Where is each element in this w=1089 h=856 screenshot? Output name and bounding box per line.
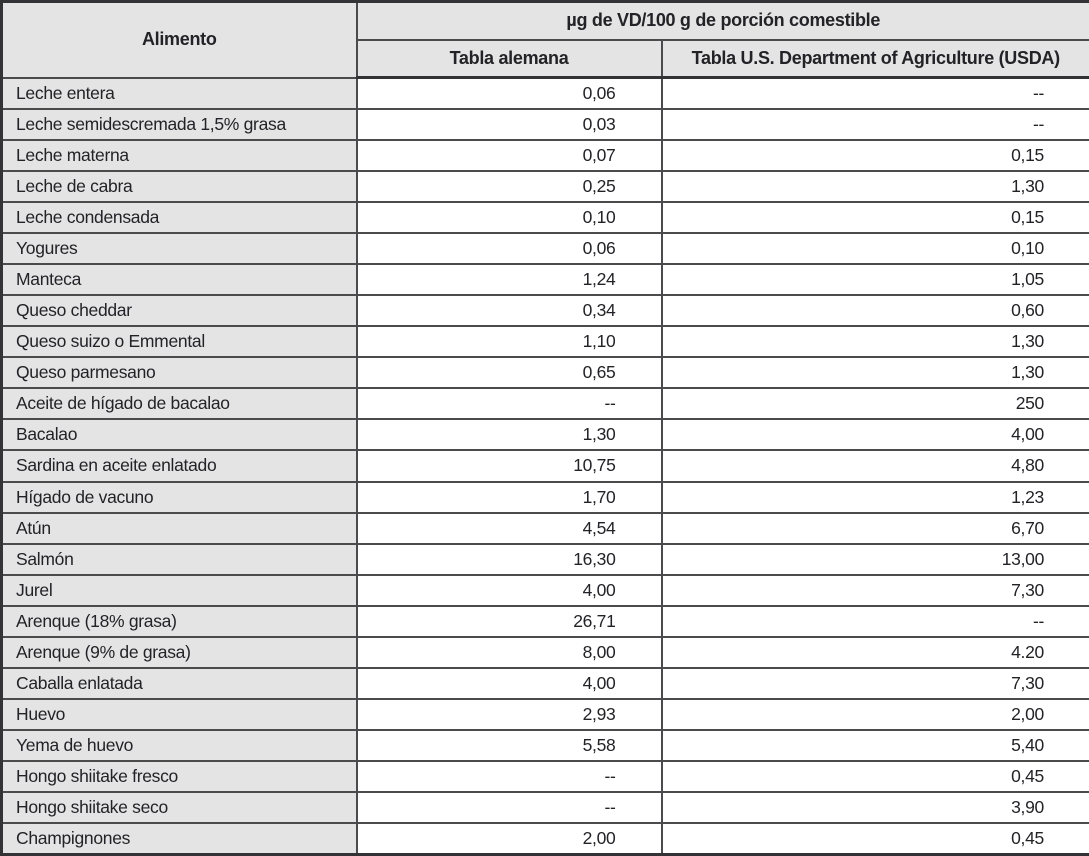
table-row [2, 450, 1089, 481]
usda-value-cell: 1,05 [662, 264, 1089, 295]
usda-value-cell: 0,60 [662, 295, 1089, 326]
usda-value-cell: 1,23 [662, 482, 1089, 513]
usda-value-cell: 2,00 [662, 699, 1089, 730]
german-value-cell: 0,10 [357, 202, 662, 233]
usda-value-cell: 6,70 [662, 513, 1089, 544]
table-row [2, 544, 1089, 575]
usda-value-cell: 0,15 [662, 202, 1089, 233]
german-value-cell: 16,30 [357, 544, 662, 575]
table-row [2, 575, 1089, 606]
usda-value-cell: 1,30 [662, 171, 1089, 202]
column-header-food: Alimento [2, 2, 357, 78]
food-name-cell: Caballa enlatada [2, 668, 357, 699]
german-value-cell: 0,34 [357, 295, 662, 326]
food-name-cell: Arenque (18% grasa) [2, 606, 357, 637]
german-value-cell: 0,25 [357, 171, 662, 202]
german-value-cell: 0,07 [357, 140, 662, 171]
table-row [2, 202, 1089, 233]
food-name-cell: Atún [2, 513, 357, 544]
food-name-cell: Yogures [2, 233, 357, 264]
table-row [2, 513, 1089, 544]
table-row [2, 264, 1089, 295]
food-name-cell: Queso cheddar [2, 295, 357, 326]
german-value-cell: -- [357, 792, 662, 823]
usda-value-cell: 0,15 [662, 140, 1089, 171]
usda-value-cell: 0,10 [662, 233, 1089, 264]
german-value-cell: 4,00 [357, 575, 662, 606]
german-value-cell: 1,24 [357, 264, 662, 295]
food-name-cell: Queso parmesano [2, 357, 357, 388]
table-row [2, 792, 1089, 823]
usda-value-cell: 3,90 [662, 792, 1089, 823]
table-body [2, 78, 1089, 855]
column-header-usda: Tabla U.S. Department of Agriculture (USDA) [662, 40, 1089, 78]
food-name-cell: Sardina en aceite enlatado [2, 450, 357, 481]
food-name-cell: Bacalao [2, 419, 357, 450]
german-value-cell: 4,00 [357, 668, 662, 699]
table-row [2, 326, 1089, 357]
usda-value-cell: 4,00 [662, 419, 1089, 450]
usda-value-cell: 0,45 [662, 823, 1089, 854]
food-name-cell: Leche semidescremada 1,5% grasa [2, 109, 357, 140]
german-value-cell: 5,58 [357, 730, 662, 761]
usda-value-cell: 7,30 [662, 575, 1089, 606]
table-row [2, 699, 1089, 730]
german-value-cell: -- [357, 761, 662, 792]
usda-value-cell: 0,45 [662, 761, 1089, 792]
food-name-cell: Yema de huevo [2, 730, 357, 761]
food-name-cell: Salmón [2, 544, 357, 575]
german-value-cell: 1,70 [357, 482, 662, 513]
table-row [2, 171, 1089, 202]
german-value-cell: 26,71 [357, 606, 662, 637]
table-row [2, 295, 1089, 326]
usda-value-cell: 7,30 [662, 668, 1089, 699]
german-value-cell: 0,65 [357, 357, 662, 388]
german-value-cell: 0,03 [357, 109, 662, 140]
food-name-cell: Manteca [2, 264, 357, 295]
food-name-cell: Huevo [2, 699, 357, 730]
table-row [2, 357, 1089, 388]
german-value-cell: 4,54 [357, 513, 662, 544]
usda-value-cell: -- [662, 109, 1089, 140]
food-name-cell: Arenque (9% de grasa) [2, 637, 357, 668]
usda-value-cell: 1,30 [662, 357, 1089, 388]
german-value-cell: 0,06 [357, 78, 662, 109]
table-row [2, 637, 1089, 668]
table-row [2, 823, 1089, 854]
column-header-german: Tabla alemana [357, 40, 662, 78]
table-row [2, 140, 1089, 171]
german-value-cell: -- [357, 388, 662, 419]
food-name-cell: Jurel [2, 575, 357, 606]
table-row [2, 668, 1089, 699]
food-name-cell: Hongo shiitake fresco [2, 761, 357, 792]
table-row [2, 388, 1089, 419]
usda-value-cell: 1,30 [662, 326, 1089, 357]
usda-value-cell: -- [662, 78, 1089, 109]
column-header-group: µg de VD/100 g de porción comestible [357, 2, 1089, 40]
food-name-cell: Leche de cabra [2, 171, 357, 202]
german-value-cell: 8,00 [357, 637, 662, 668]
table-row [2, 109, 1089, 140]
usda-value-cell: 250 [662, 388, 1089, 419]
german-value-cell: 1,30 [357, 419, 662, 450]
food-name-cell: Hígado de vacuno [2, 482, 357, 513]
german-value-cell: 1,10 [357, 326, 662, 357]
table-row [2, 78, 1089, 109]
table-row [2, 482, 1089, 513]
usda-value-cell: -- [662, 606, 1089, 637]
food-name-cell: Queso suizo o Emmental [2, 326, 357, 357]
usda-value-cell: 4.20 [662, 637, 1089, 668]
food-name-cell: Leche entera [2, 78, 357, 109]
header-row-group [2, 2, 1089, 40]
usda-value-cell: 4,80 [662, 450, 1089, 481]
table-row [2, 233, 1089, 264]
food-name-cell: Leche condensada [2, 202, 357, 233]
german-value-cell: 2,00 [357, 823, 662, 854]
table-header [2, 2, 1089, 78]
german-value-cell: 10,75 [357, 450, 662, 481]
food-name-cell: Aceite de hígado de bacalao [2, 388, 357, 419]
usda-value-cell: 13,00 [662, 544, 1089, 575]
food-name-cell: Hongo shiitake seco [2, 792, 357, 823]
table-row [2, 761, 1089, 792]
usda-value-cell: 5,40 [662, 730, 1089, 761]
table-row [2, 419, 1089, 450]
table-row [2, 606, 1089, 637]
food-name-cell: Leche materna [2, 140, 357, 171]
german-value-cell: 0,06 [357, 233, 662, 264]
food-name-cell: Champignones [2, 823, 357, 854]
table-row [2, 730, 1089, 761]
german-value-cell: 2,93 [357, 699, 662, 730]
